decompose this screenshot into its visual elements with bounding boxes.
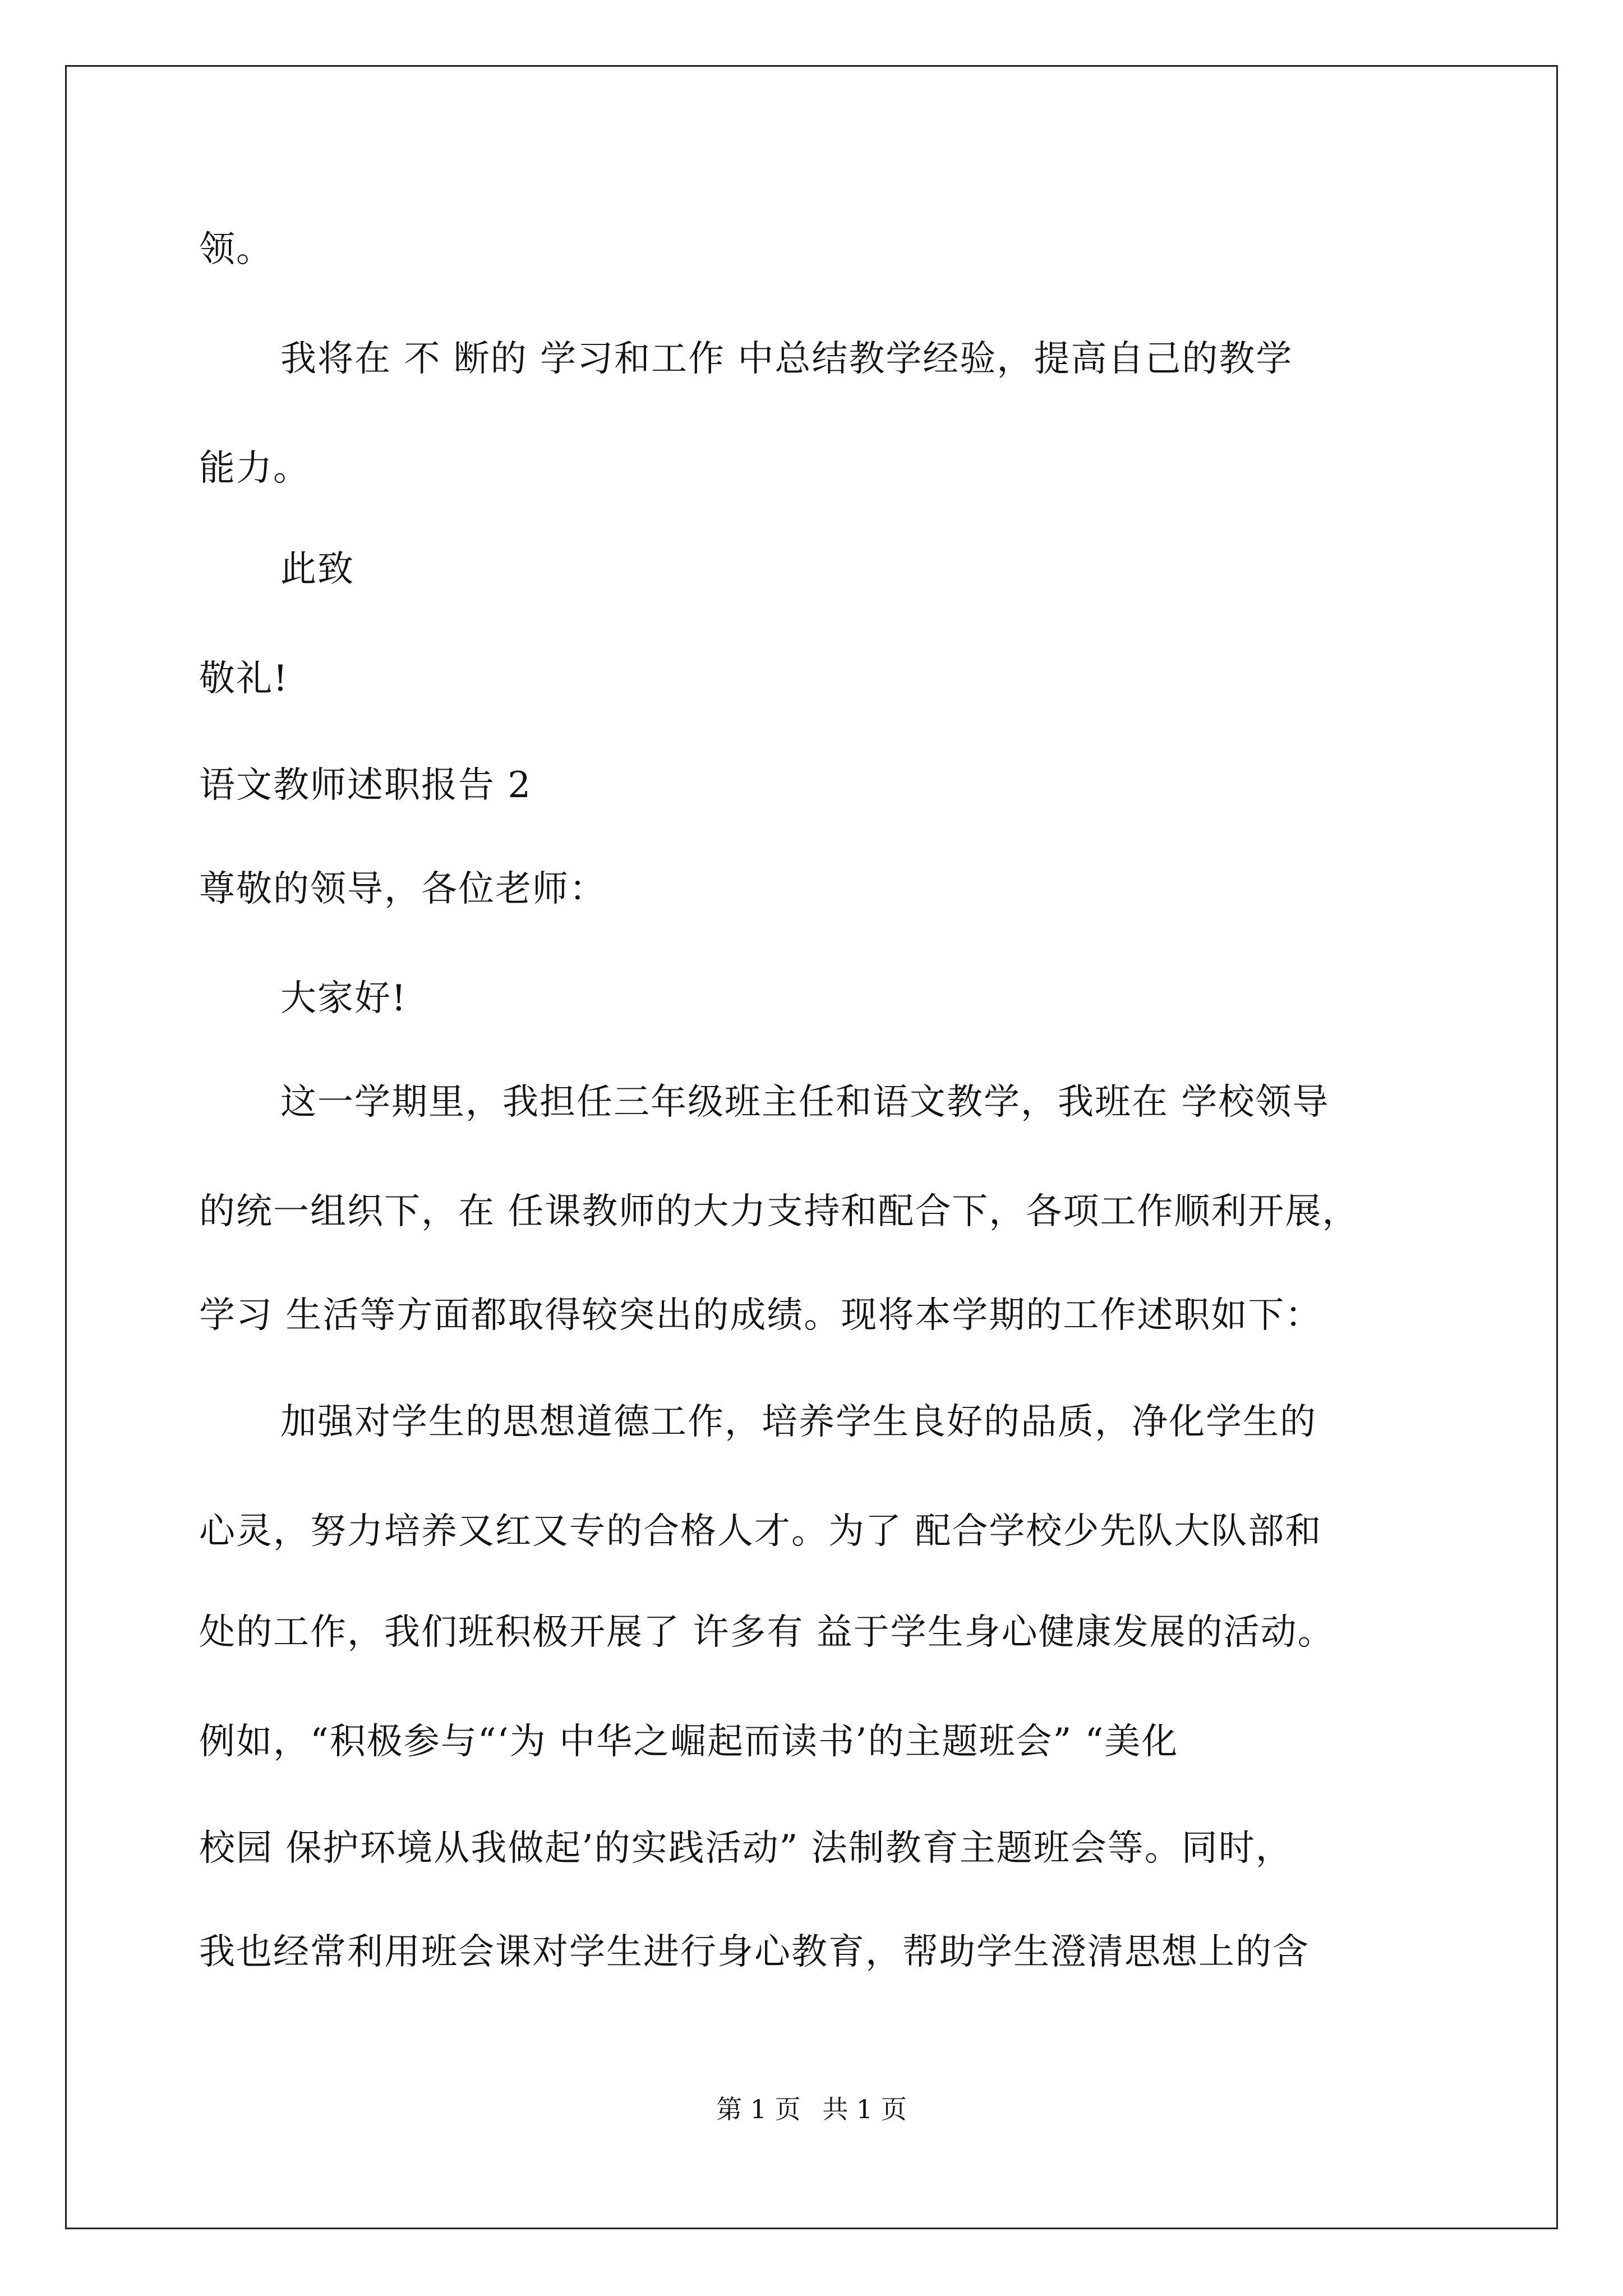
text-line: 领。: [199, 229, 273, 270]
page-border: [65, 65, 1558, 2229]
text-line: 这一学期里，我担任三年级班主任和语文教学，我班在 学校领导: [280, 1082, 1330, 1123]
text-line: 心灵，努力培养又红又专的合格人才。为了 配合学校少先队大队部和: [199, 1511, 1322, 1552]
text-line: 加强对学生的思想道德工作，培养学生良好的品质，净化学生的: [280, 1401, 1317, 1443]
text-line: 我也经常利用班会课对学生进行身心教育，帮助学生澄清思想上的含: [199, 1931, 1310, 1973]
text-line: 尊敬的领导，各位老师：: [199, 868, 606, 910]
text-line: 例如，“积极参与“‘为 中华之崛起而读书’的主题班会” “美化: [199, 1721, 1179, 1763]
text-line: 的统一组织下，在 任课教师的大力支持和配合下，各项工作顺利开展，: [199, 1191, 1359, 1232]
text-line: 学习 生活等方面都取得较突出的成绩。现将本学期的工作述职如下：: [199, 1295, 1322, 1336]
page-number: 第 1 页: [716, 2094, 801, 2124]
text-line: 能力。: [199, 448, 310, 489]
text-line: 校园 保护环境从我做起’的实践活动” 法制教育主题班会等。同时，: [199, 1828, 1293, 1869]
text-line: 我将在 不 断的 学习和工作 中总结教学经验，提高自己的教学: [280, 338, 1293, 380]
text-line: 此致: [280, 549, 354, 590]
page-total: 共 1 页: [822, 2094, 907, 2124]
text-line: 大家好!: [280, 978, 407, 1019]
text-line: 敬礼!: [199, 658, 289, 700]
text-line: 处的工作，我们班积极开展了 许多有 益于学生身心健康发展的活动。: [199, 1612, 1335, 1653]
section-heading: 语文教师述职报告 2: [199, 765, 532, 806]
page-footer: [0, 2092, 1623, 2126]
